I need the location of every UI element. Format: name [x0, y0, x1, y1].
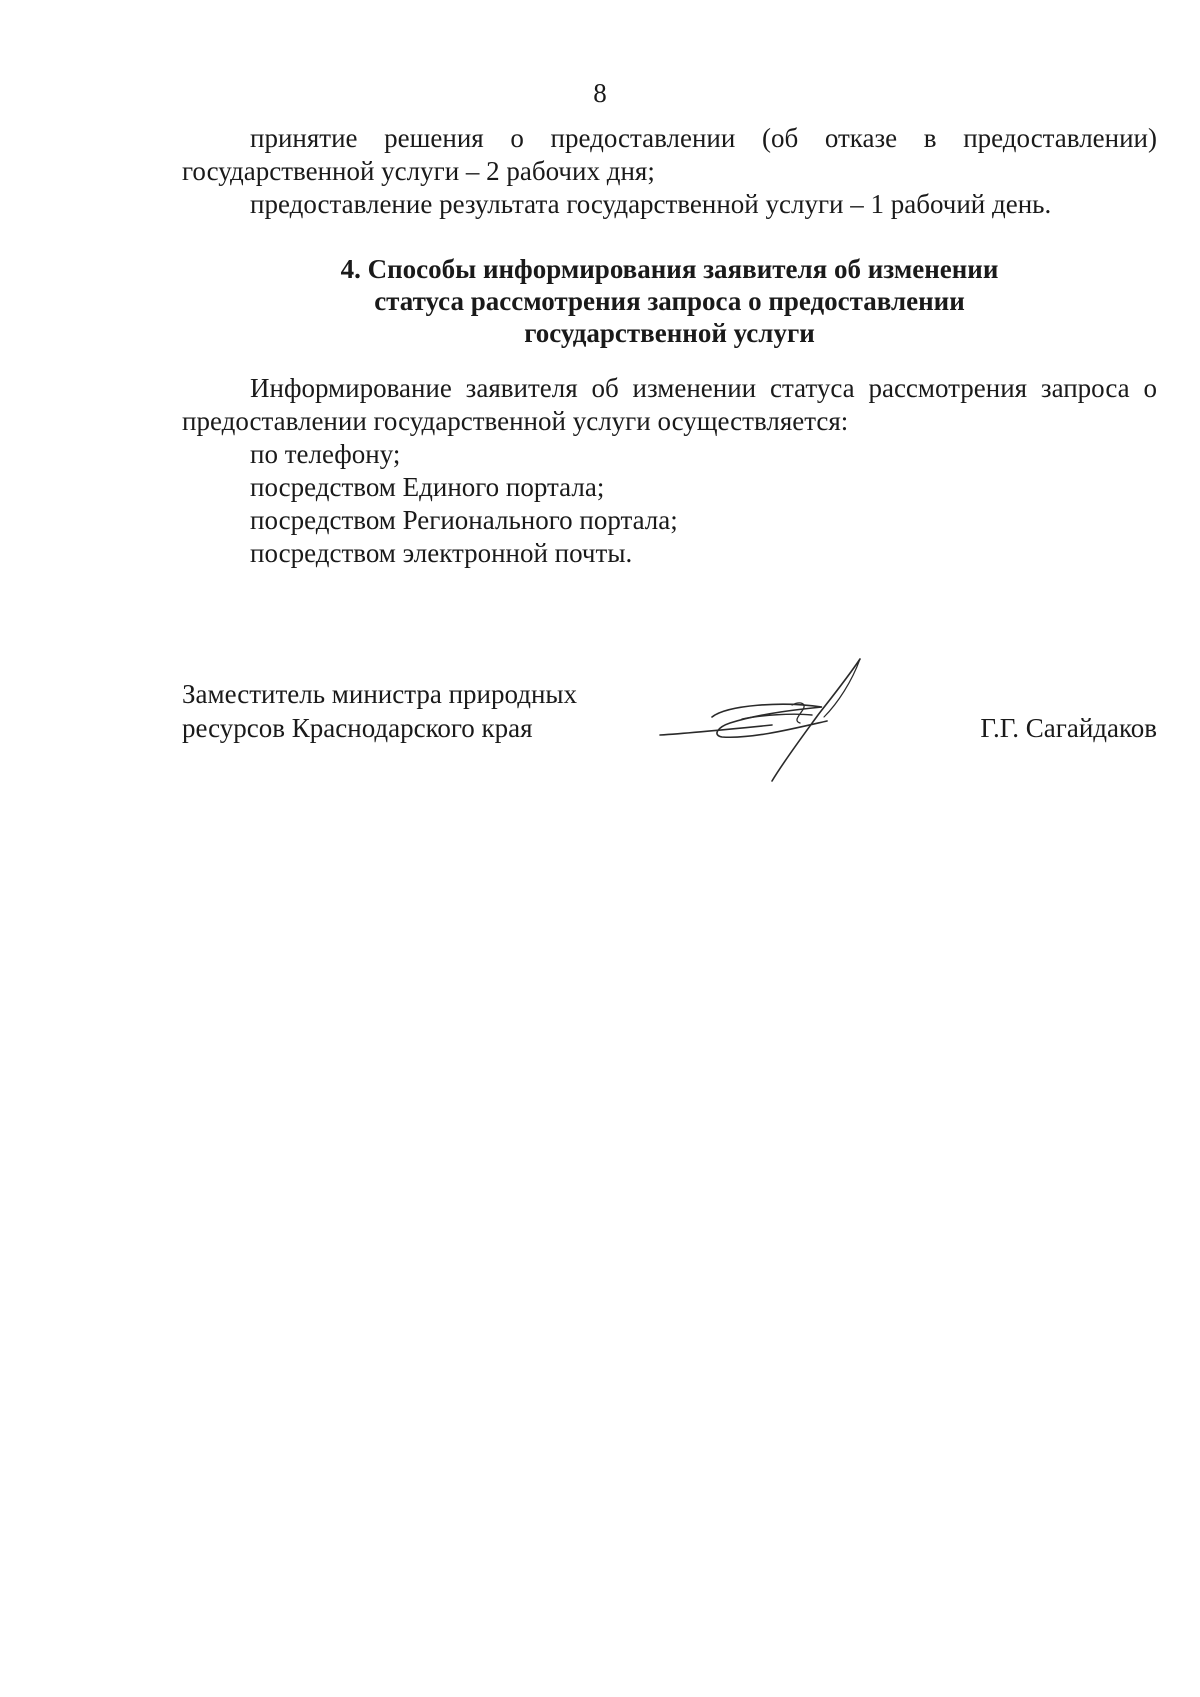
deadlines-block	[182, 122, 1157, 221]
signatory-position-line: Заместитель министра природных	[182, 679, 578, 709]
signatory-position-line: ресурсов Краснодарского края	[182, 713, 533, 743]
heading-line: статуса рассмотрения запроса о предоставлении	[374, 286, 965, 316]
signature-block	[182, 677, 1157, 797]
signatory-position	[182, 677, 577, 745]
paragraph-decision-deadline: принятие решения о предоставлении (об отказе в предоставлении) государственной услуги – 2 рабочих дня;	[182, 123, 1157, 186]
handwritten-signature	[652, 657, 882, 787]
informing-block	[182, 372, 1157, 570]
heading-line: 4. Способы информирования заявителя об изменении	[340, 254, 999, 284]
list-item: посредством Регионального портала;	[250, 505, 678, 535]
paragraph-result-deadline: предоставление результата государственной услуги – 1 рабочий день.	[250, 189, 1052, 219]
page-number: 8	[593, 78, 607, 108]
signatory-name: Г.Г. Сагайдаков	[980, 713, 1157, 743]
section-heading	[182, 253, 1157, 349]
list-item: посредством электронной почты.	[250, 538, 633, 568]
heading-line: государственной услуги	[524, 318, 815, 348]
list-item: посредством Единого портала;	[250, 472, 605, 502]
list-item: по телефону;	[250, 439, 401, 469]
paragraph-informing-intro: Информирование заявителя об изменении статуса рассмотрения запроса о предоставлении государственной услуги осуществляется:	[182, 373, 1157, 436]
